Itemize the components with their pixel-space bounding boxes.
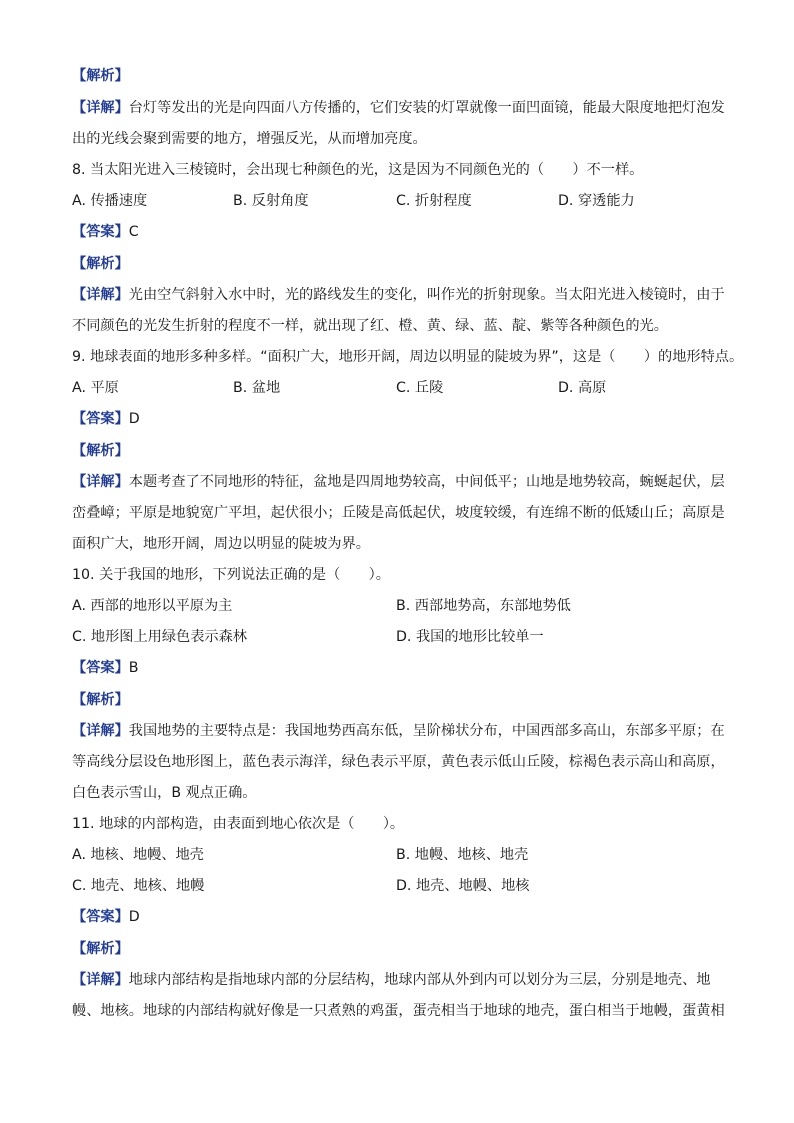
- detail-8-line-2: 不同颜色的光发生折射的程度不一样，就出现了红、橙、黄、绿、蓝、靛、紫等各种颜色的光。: [72, 318, 668, 334]
- detail-9-line-1: 【详解】本题考查了不同地形的特征，盆地是四周地势较高，中间低平；山地是地势较高，蜿蜒起伏，层: [72, 474, 725, 490]
- options-9: [72, 378, 722, 398]
- option-11-b: B. 地幔、地核、地壳: [396, 847, 529, 863]
- option-10-b: B. 西部地势高，东部地势低: [396, 598, 571, 614]
- detail-8-line-1: 【详解】光由空气斜射入水中时，光的路线发生的变化，叫作光的折射现象。当太阳光进入棱镜时，由于: [72, 287, 725, 303]
- option-9-a: A. 平原: [72, 380, 119, 396]
- option-8-a: A. 传播速度: [72, 193, 148, 209]
- option-11-a: A. 地核、地幔、地壳: [72, 847, 204, 863]
- options-11-row-1: [72, 845, 722, 865]
- analysis-label-8: 【解析】: [72, 256, 129, 272]
- detail-10-line-2: 等高线分层设色地形图上，蓝色表示海洋，绿色表示平原，黄色表示低山丘陵，棕褐色表示高山和高原，: [72, 754, 725, 770]
- options-10-row-2: [72, 627, 722, 647]
- option-8-d: D. 穿透能力: [558, 193, 635, 209]
- analysis-label-7: 【解析】: [72, 68, 129, 84]
- question-11: 11. 地球的内部构造，由表面到地心依次是（ ）。: [72, 816, 405, 832]
- detail-11-line-1: 【详解】地球内部结构是指地球内部的分层结构，地球内部从外到内可以划分为三层，分别是地壳、地: [72, 972, 711, 988]
- question-10: 10. 关于我国的地形，下列说法正确的是（ ）。: [72, 567, 390, 583]
- detail-10-line-3: 白色表示雪山，B 观点正确。: [72, 785, 257, 801]
- option-9-b: B. 盆地: [233, 380, 281, 396]
- detail-11-line-2: 幔、地核。地球的内部结构就好像是一只煮熟的鸡蛋，蛋壳相当于地球的地壳，蛋白相当于地幔，蛋黄相: [72, 1003, 725, 1019]
- option-8-c: C. 折射程度: [396, 193, 472, 209]
- analysis-label-11: 【解析】: [72, 941, 129, 957]
- option-10-d: D. 我国的地形比较单一: [396, 629, 544, 645]
- option-9-c: C. 丘陵: [396, 380, 444, 396]
- options-8: [72, 191, 722, 211]
- detail-10-line-1: 【详解】我国地势的主要特点是：我国地势西高东低，呈阶梯状分布，中国西部多高山，东部多平原；在: [72, 723, 725, 739]
- detail-7-line-2: 出的光线会聚到需要的地方，增强反光，从而增加亮度。: [72, 131, 427, 147]
- option-8-b: B. 反射角度: [233, 193, 309, 209]
- option-10-a: A. 西部的地形以平原为主: [72, 598, 233, 614]
- analysis-label-9: 【解析】: [72, 443, 129, 459]
- answer-11: 【答案】D: [72, 909, 140, 925]
- question-8: 8. 当太阳光进入三棱镜时，会出现七种颜色的光，这是因为不同颜色光的（ ）不一样。: [72, 162, 644, 178]
- detail-9-line-2: 峦叠嶂；平原是地貌宽广平坦，起伏很小；丘陵是高低起伏，坡度较缓，有连绵不断的低矮山丘；高原是: [72, 505, 725, 521]
- options-10-row-1: [72, 596, 722, 616]
- option-11-c: C. 地壳、地核、地幔: [72, 878, 205, 894]
- options-11-row-2: [72, 876, 722, 896]
- analysis-label-10: 【解析】: [72, 692, 129, 708]
- option-11-d: D. 地壳、地幔、地核: [396, 878, 530, 894]
- detail-7-line-1: 【详解】台灯等发出的光是向四面八方传播的，它们安装的灯罩就像一面凹面镜，能最大限度地把灯泡发: [72, 100, 725, 116]
- answer-10: 【答案】B: [72, 660, 139, 676]
- answer-9: 【答案】D: [72, 411, 140, 427]
- question-9: 9. 地球表面的地形多种多样。“面积广大，地形开阔，周边以明显的陡坡为界”，这是（ ）的地形特点。: [72, 349, 744, 365]
- option-10-c: C. 地形图上用绿色表示森林: [72, 629, 247, 645]
- detail-9-line-3: 面积广大，地形开阔，周边以明显的陡坡为界。: [72, 536, 370, 552]
- answer-8: 【答案】C: [72, 224, 139, 240]
- option-9-d: D. 高原: [558, 380, 607, 396]
